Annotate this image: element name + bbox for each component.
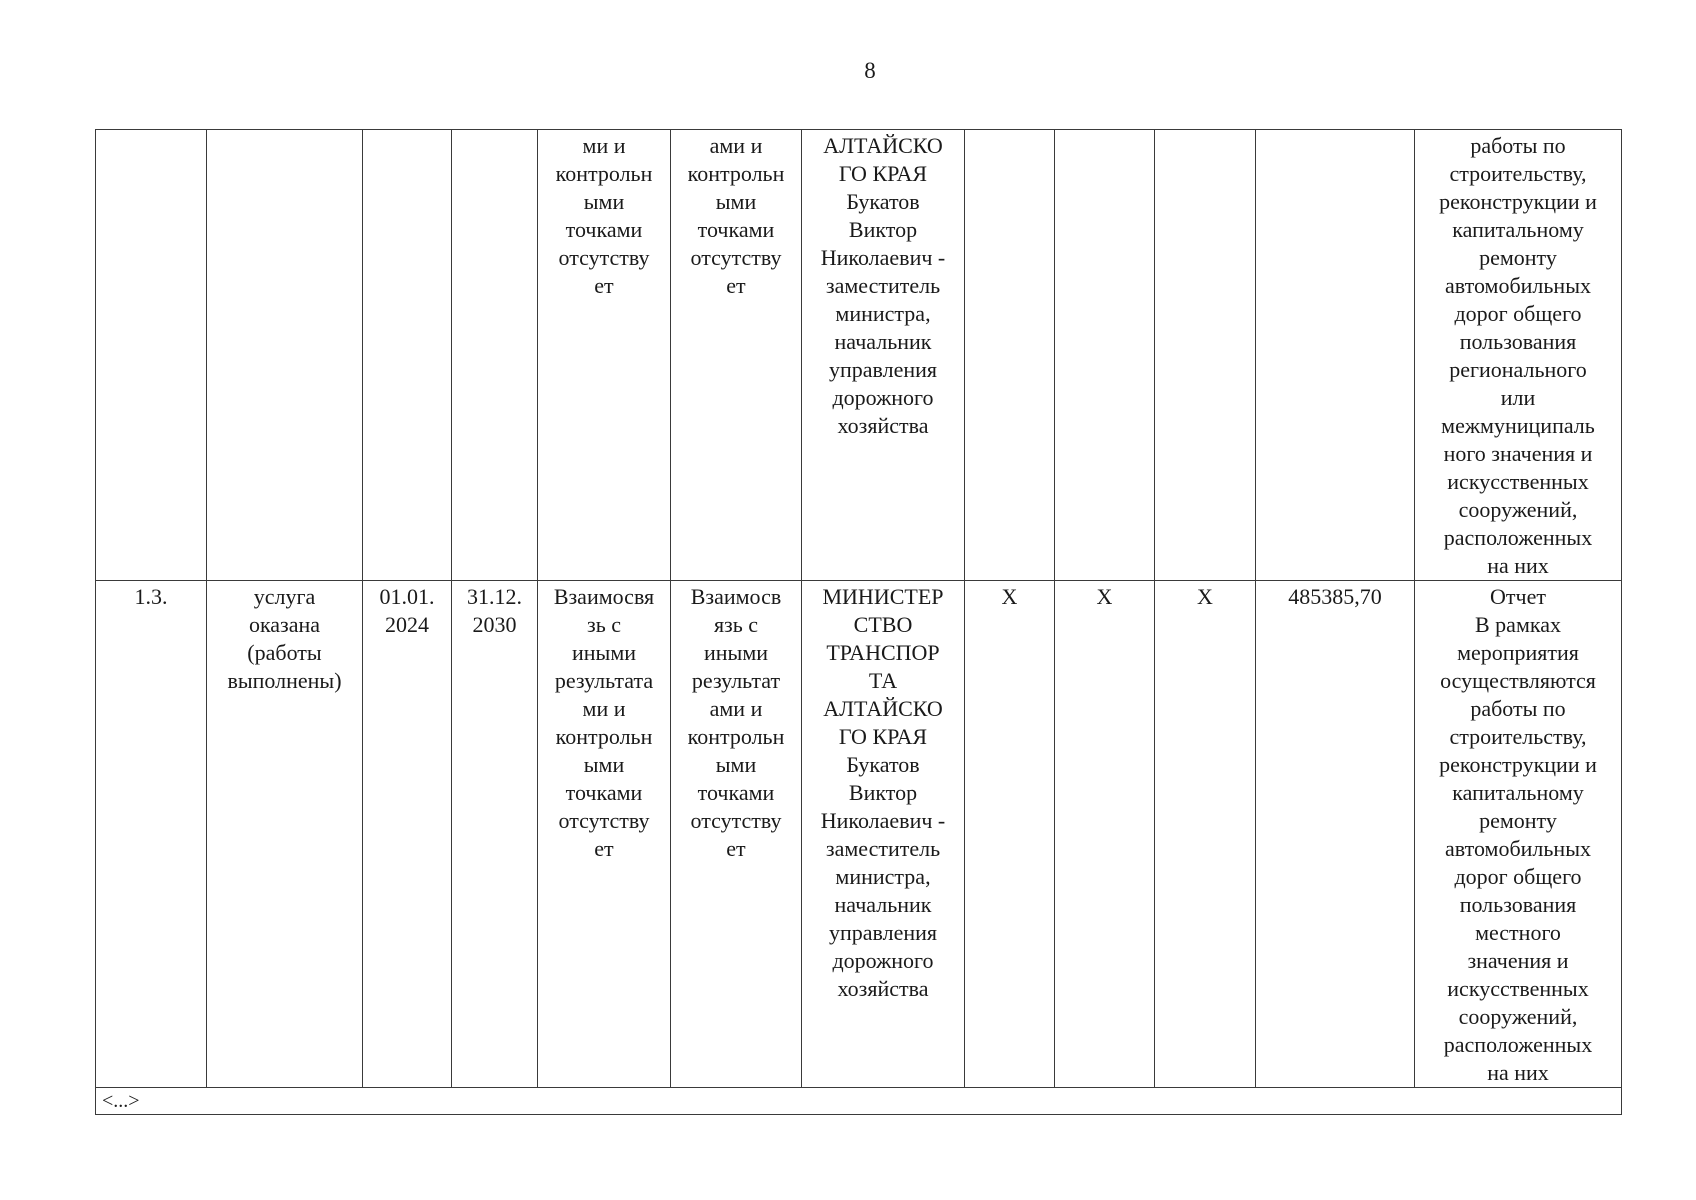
cell-col-10 xyxy=(1155,130,1256,581)
cell-responsible: МИНИСТЕР СТВО ТРАНСПОР ТА АЛТАЙСКО ГО КРАЯ Букатов Виктор Николаевич - заместитель министра, начальник управления дорожного хозяйства xyxy=(802,581,965,1088)
table-row xyxy=(96,581,1622,1088)
cell-relation-results: Взаимосвя зь с иными результата ми и контрольн ыми точками отсутству ет xyxy=(538,581,671,1088)
cell-number xyxy=(96,130,207,581)
cell-description: Отчет В рамках мероприятия осуществляются работы по строительству, реконструкции и капитальному ремонту автомобильных дорог общего пользования местного значения и искусственных сооружений, расположенных на них xyxy=(1415,581,1622,1088)
cell-result xyxy=(207,130,363,581)
cell-end-date: 31.12. 2030 xyxy=(452,581,538,1088)
cell-col-10: X xyxy=(1155,581,1256,1088)
cell-number: 1.3. xyxy=(96,581,207,1088)
cell-start-date xyxy=(363,130,452,581)
cell-relation-results: ми и контрольн ыми точками отсутству ет xyxy=(538,130,671,581)
cell-col-8 xyxy=(965,130,1055,581)
cell-end-date xyxy=(452,130,538,581)
cell-col-8: X xyxy=(965,581,1055,1088)
cell-relation-checkpoints: Взаимосв язь с иными результат ами и контрольн ыми точками отсутству ет xyxy=(671,581,802,1088)
cell-amount: 485385,70 xyxy=(1256,581,1415,1088)
table-footer-row xyxy=(96,1088,1622,1115)
cell-description: работы по строительству, реконструкции и капитальному ремонту автомобильных дорог общего пользования регионального или межмуниципаль ного значения и искусственных сооружений, расположенных на них xyxy=(1415,130,1622,581)
omission-marker: <...> xyxy=(96,1088,1622,1115)
results-table xyxy=(95,129,1622,1115)
cell-start-date: 01.01. 2024 xyxy=(363,581,452,1088)
page-number: 8 xyxy=(864,58,876,83)
cell-responsible: АЛТАЙСКО ГО КРАЯ Букатов Виктор Николаевич - заместитель министра, начальник управления дорожного хозяйства xyxy=(802,130,965,581)
cell-relation-checkpoints: ами и контрольн ыми точками отсутству ет xyxy=(671,130,802,581)
table-row xyxy=(96,130,1622,581)
cell-col-9: X xyxy=(1055,581,1155,1088)
cell-col-9 xyxy=(1055,130,1155,581)
cell-amount xyxy=(1256,130,1415,581)
cell-result: услуга оказана (работы выполнены) xyxy=(207,581,363,1088)
